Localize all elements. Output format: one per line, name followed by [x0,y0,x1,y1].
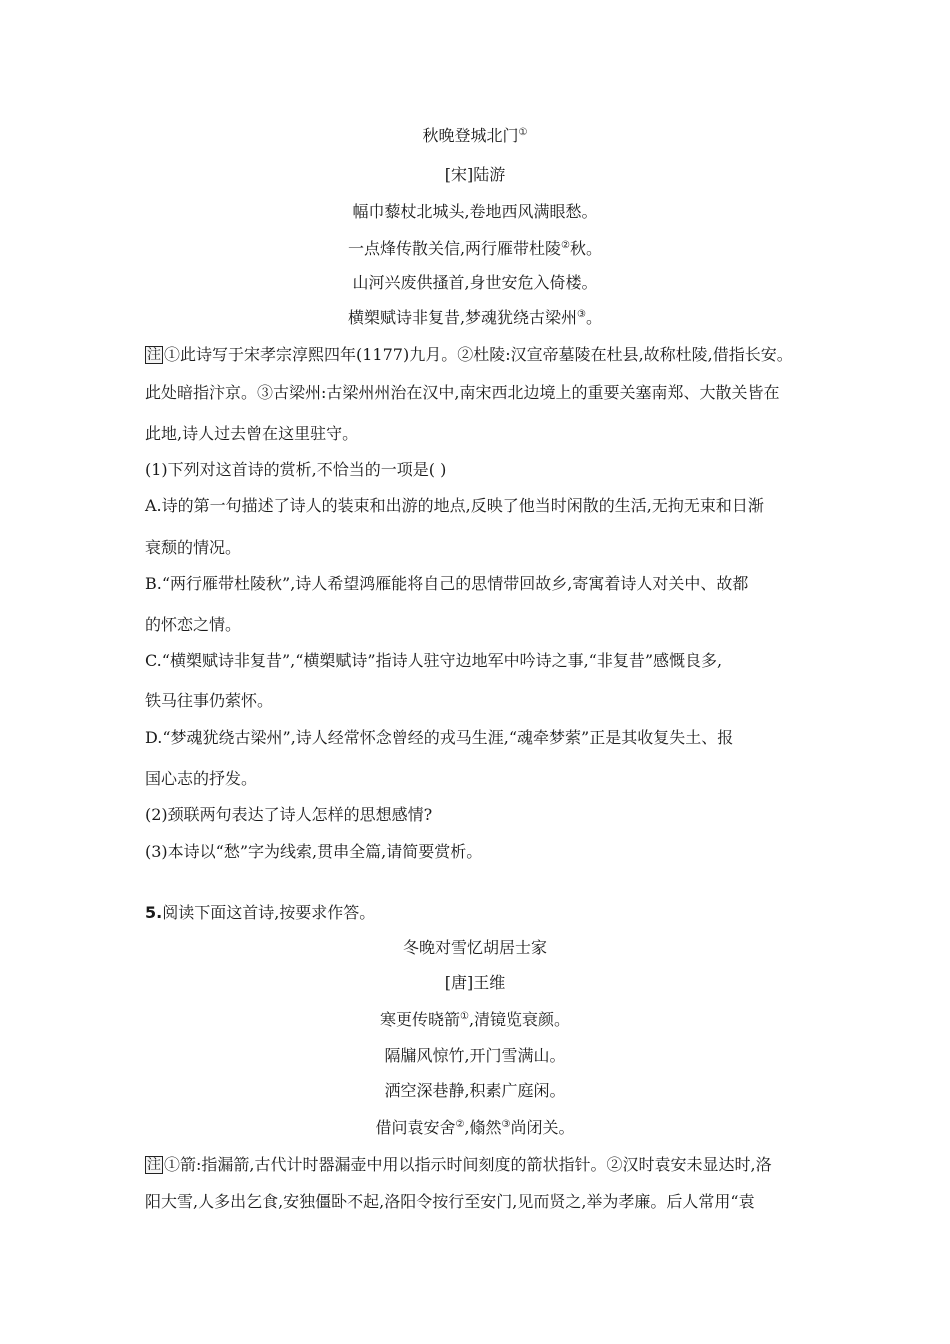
notes1-line1: 注 ①此诗写于宋孝宗淳熙四年(1177)九月。②杜陵:汉宣帝墓陵在杜县,故称杜陵,借指长安。 [147,345,793,364]
question5-instruction: 5.阅读下面这首诗,按要求作答。 [145,903,376,922]
poem1-line1: 幅巾藜杖北城头,卷地西风满眼愁。 [352,202,598,221]
option-c-line2: 铁马往事仍萦怀。 [145,691,274,710]
poem1-line4: 横槊赋诗非复昔,梦魂犹绕古梁州③。 [347,308,603,327]
note-label-icon: 注 [147,347,161,363]
question-number: 5. [145,903,163,922]
poem1-line2: 一点烽传散关信,两行雁带杜陵②秋。 [347,239,603,258]
question3: (3)本诗以“愁”字为线索,贯串全篇,请简要赏析。 [145,842,483,861]
poem2-author: [唐]王维 [444,973,506,992]
notes1-line2: 此处暗指汴京。③古梁州:古梁州州治在汉中,南宋西北边境上的重要关塞南郑、大散关皆在 [145,383,780,402]
note-label-icon: 注 [147,1157,161,1173]
notes2-line2: 阳大雪,人多出乞食,安独僵卧不起,洛阳令按行至安门,见而贤之,举为孝廉。后人常用“袁 [145,1192,755,1211]
poem2-line3: 洒空深巷静,积素广庭闲。 [384,1081,566,1100]
option-b-line2: 的怀恋之情。 [145,615,242,634]
footnote-marker: ③ [577,309,587,320]
poem2-title: 冬晚对雪忆胡居士家 [402,938,547,957]
option-c-line1: C.“横槊赋诗非复昔”,“横槊赋诗”指诗人驻守边地军中吟诗之事,“非复昔”感慨良多, [145,651,723,670]
option-b-line1: B.“两行雁带杜陵秋”,诗人希望鸿雁能将自己的思情带回故乡,寄寓着诗人对关中、故都 [145,574,749,593]
question1-stem: (1)下列对这首诗的赏析,不恰当的一项是( ) [145,460,447,479]
poem1-title: 秋晚登城北门① [422,126,528,145]
footnote-marker: ② [455,1119,465,1130]
poem2-line4: 借问袁安舍②,翛然③尚闭关。 [375,1118,575,1137]
notes1-line3: 此地,诗人过去曾在这里驻守。 [145,424,359,443]
poem2-line2: 隔牖风惊竹,开门雪满山。 [384,1046,566,1065]
poem1-author: [宋]陆游 [444,165,506,184]
option-a-line1: A.诗的第一句描述了诗人的装束和出游的地点,反映了他当时闲散的生活,无拘无束和日渐 [145,496,764,515]
question2: (2)颈联两句表达了诗人怎样的思想感情? [145,805,433,824]
footnote-marker: ③ [501,1119,511,1130]
footnote-marker: ① [518,127,528,138]
option-a-line2: 衰颓的情况。 [145,538,242,557]
poem1-line3: 山河兴废供搔首,身世安危入倚楼。 [352,273,598,292]
footnote-marker: ① [459,1011,469,1022]
footnote-marker: ② [561,240,571,251]
notes2-line1: 注 ①箭:指漏箭,古代计时器漏壶中用以指示时间刻度的箭状指针。②汉时袁安未显达时,洛 [147,1155,772,1174]
poem2-line1: 寒更传晓箭①,清镜览衰颜。 [379,1010,571,1029]
option-d-line2: 国心志的抒发。 [145,769,258,788]
option-d-line1: D.“梦魂犹绕古梁州”,诗人经常怀念曾经的戎马生涯,“魂牵梦萦”正是其收复失土、报 [145,728,734,747]
